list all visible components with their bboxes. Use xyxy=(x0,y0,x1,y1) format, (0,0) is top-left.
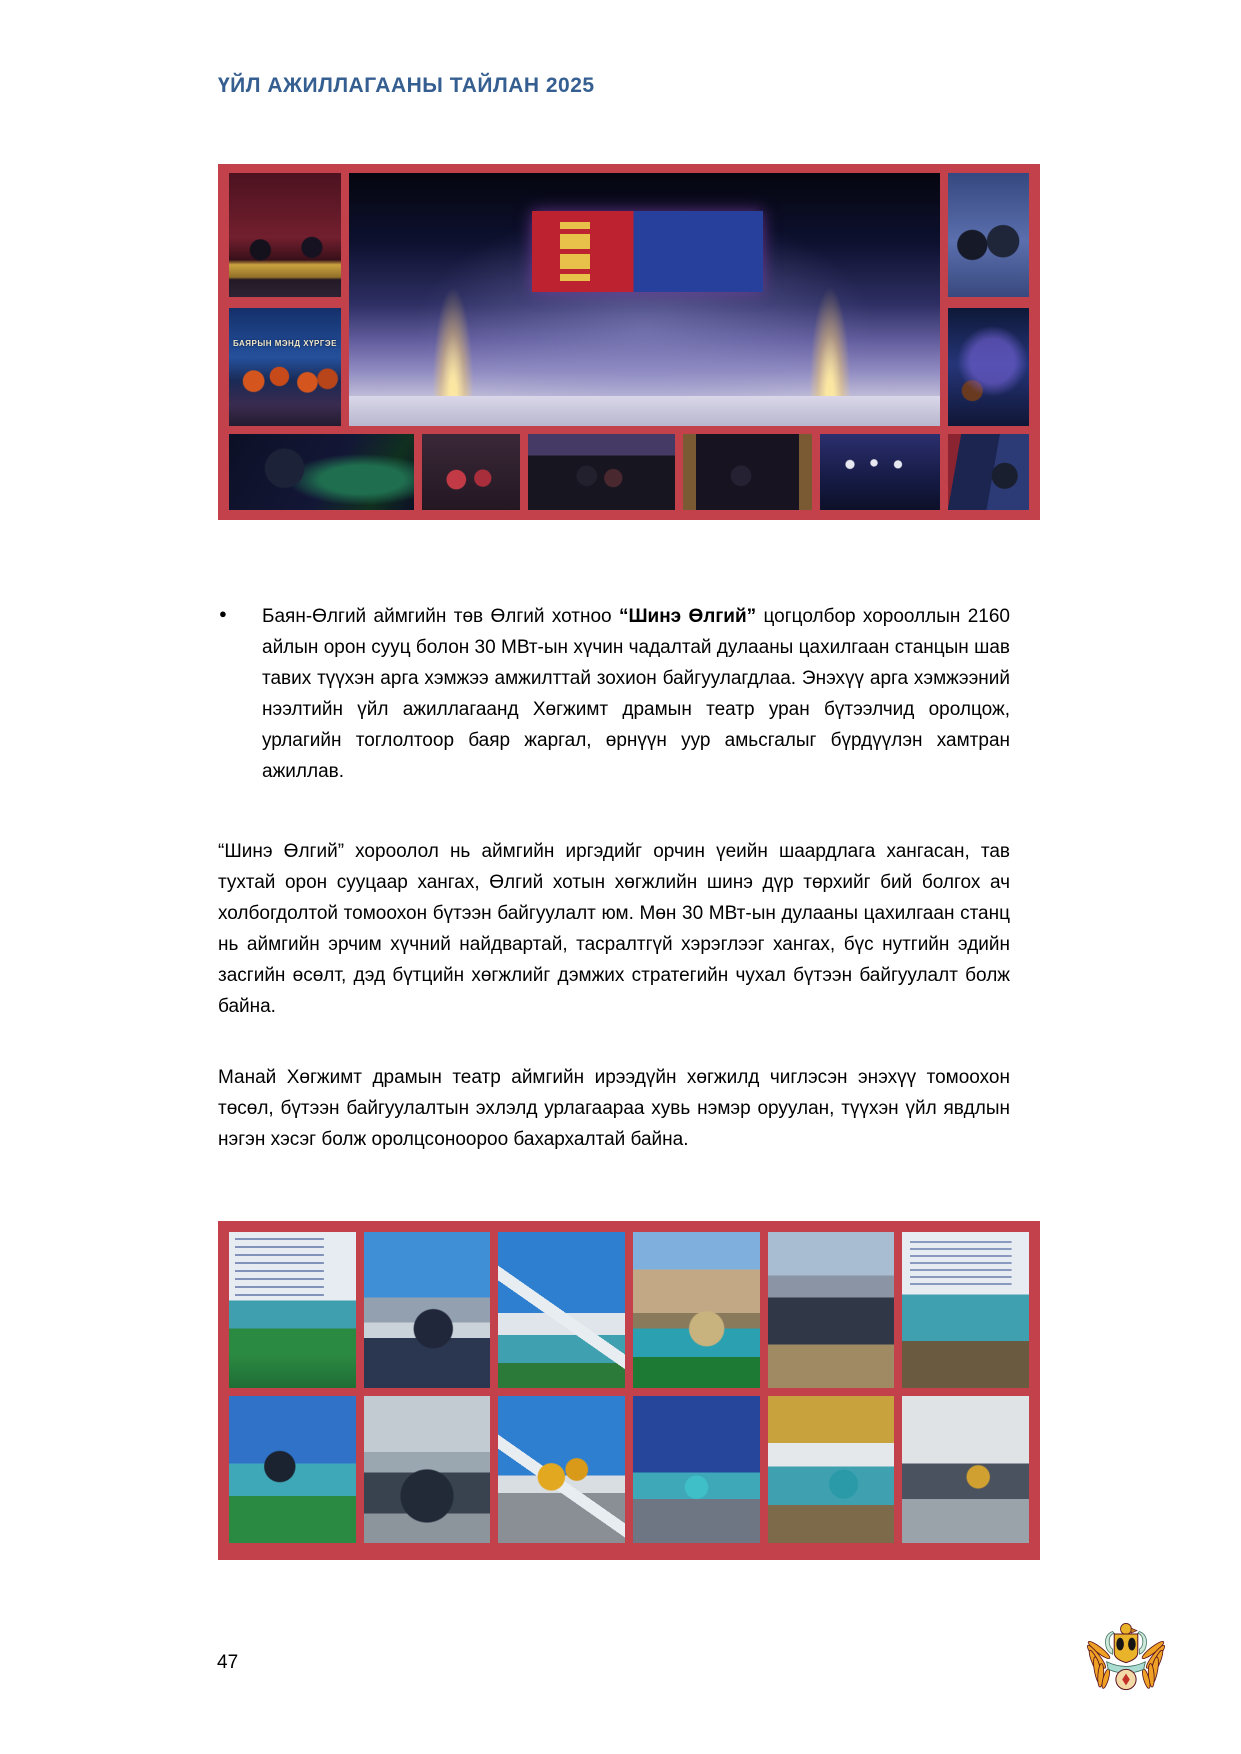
photo-musicians-autumn-trees xyxy=(768,1396,895,1543)
photo-backstage-pair xyxy=(683,434,812,510)
bullet-text-bold: “Шинэ Өлгий” xyxy=(618,606,757,627)
photo-banner-performers xyxy=(902,1232,1029,1388)
bottom-photo-collage xyxy=(218,1221,1040,1560)
stage-banner-text: БАЯРЫН МЭНД ХҮРГЭЕ xyxy=(233,338,337,348)
photo-award-curtain-stage xyxy=(229,173,341,297)
photo-stage-truss-crowd xyxy=(498,1232,625,1388)
bullet-paragraph xyxy=(218,601,1010,787)
photo-award-handshake xyxy=(948,173,1029,297)
firework-fountain-left xyxy=(432,286,474,406)
photo-groundbreaking-banner xyxy=(229,1232,356,1388)
page-title: ҮЙЛ АЖИЛЛАГААНЫ ТАЙЛАН 2025 xyxy=(218,74,595,97)
photo-singer-with-cap xyxy=(229,434,414,510)
photo-speaker-mountains xyxy=(364,1232,491,1388)
photo-yellow-dancers xyxy=(498,1396,625,1543)
stage-floor xyxy=(349,396,940,426)
photo-ensemble-white-hats xyxy=(820,434,940,510)
bottom-collage-grid xyxy=(229,1232,1029,1549)
photo-seated-officials xyxy=(768,1232,895,1388)
top-photo-collage xyxy=(218,164,1040,520)
photo-street-performers xyxy=(902,1396,1029,1543)
bullet-icon: ● xyxy=(219,606,227,621)
photo-folk-musicians xyxy=(948,308,1029,426)
photo-banner-dancers xyxy=(229,308,341,426)
bullet-text-post: цогцолбор хорооллын 2160 айлын орон сууц болон 30 МВт-ын хүчин чадалтай дулааны цахилгаан станцын шав тавих түүхэн арга хэмжээ амжилттай зохион байгуулагдлаа. Энэхүү арга хэмжээний нээлтийн үйл ажиллагаанд Хөгжимт драмын театр уран бүтээлчид оролцож, урлагийн тоглолтоор баяр жаргал, өрнүүн уур амьсгалыг бүрдүүлэн хамтран ажиллав. xyxy=(262,606,1010,782)
soyombo-emblem-icon xyxy=(560,222,590,280)
photo-duet-singers xyxy=(528,434,675,510)
photo-speech-outdoor xyxy=(229,1396,356,1543)
photo-city-audience xyxy=(364,1396,491,1543)
photo-flag-ceremony xyxy=(948,434,1029,510)
photo-main-concert-stage xyxy=(349,173,940,426)
body-text-column xyxy=(218,601,1010,1155)
bullet-text-pre: Баян-Өлгий аймгийн төв Өлгий хотноо xyxy=(262,606,619,627)
mongolian-flag-screen xyxy=(532,211,762,292)
firework-fountain-right xyxy=(809,286,851,406)
crest-logo xyxy=(1083,1618,1169,1698)
paragraph-2: “Шинэ Өлгий” хороолол нь аймгийн иргэдийг орчин үеийн шаардлага хангасан, тав тухтай орон сууцаар хангах, Өлгий хотын хөгжлийн шинэ дүр төрхийг бий болгох ач холбогдолтой томоохон бүтээн байгуулалт юм. Мөн 30 МВт-ын дулааны цахилгаан станц нь аймгийн эрчим хүчний найдвартай, тасралтгүй хэрэглээг хангах, бүс нутгийн эдийн засгийн өсөлт, дэд бүтцийн хөгжлийг дэмжих стратегийн чухал бүтээн байгуулалт болж байна. xyxy=(218,841,1010,1017)
photo-musicians-mountain xyxy=(633,1232,760,1388)
paragraph-3: Манай Хөгжимт драмын театр аймгийн ирээдүйн хөгжилд чиглэсэн энэхүү томоохон төсөл, бүтээн байгуулалтын эхлэлд урлагаараа хувь нэмэр оруулан, түүхэн үйл явдлын нэгэн хэсэг болж оролцсоноороо бахархалтай байна. xyxy=(218,1067,1010,1150)
page-number: 47 xyxy=(217,1652,239,1673)
photo-outdoor-stage-screen xyxy=(633,1396,760,1543)
photo-dancers-in-red xyxy=(422,434,520,510)
